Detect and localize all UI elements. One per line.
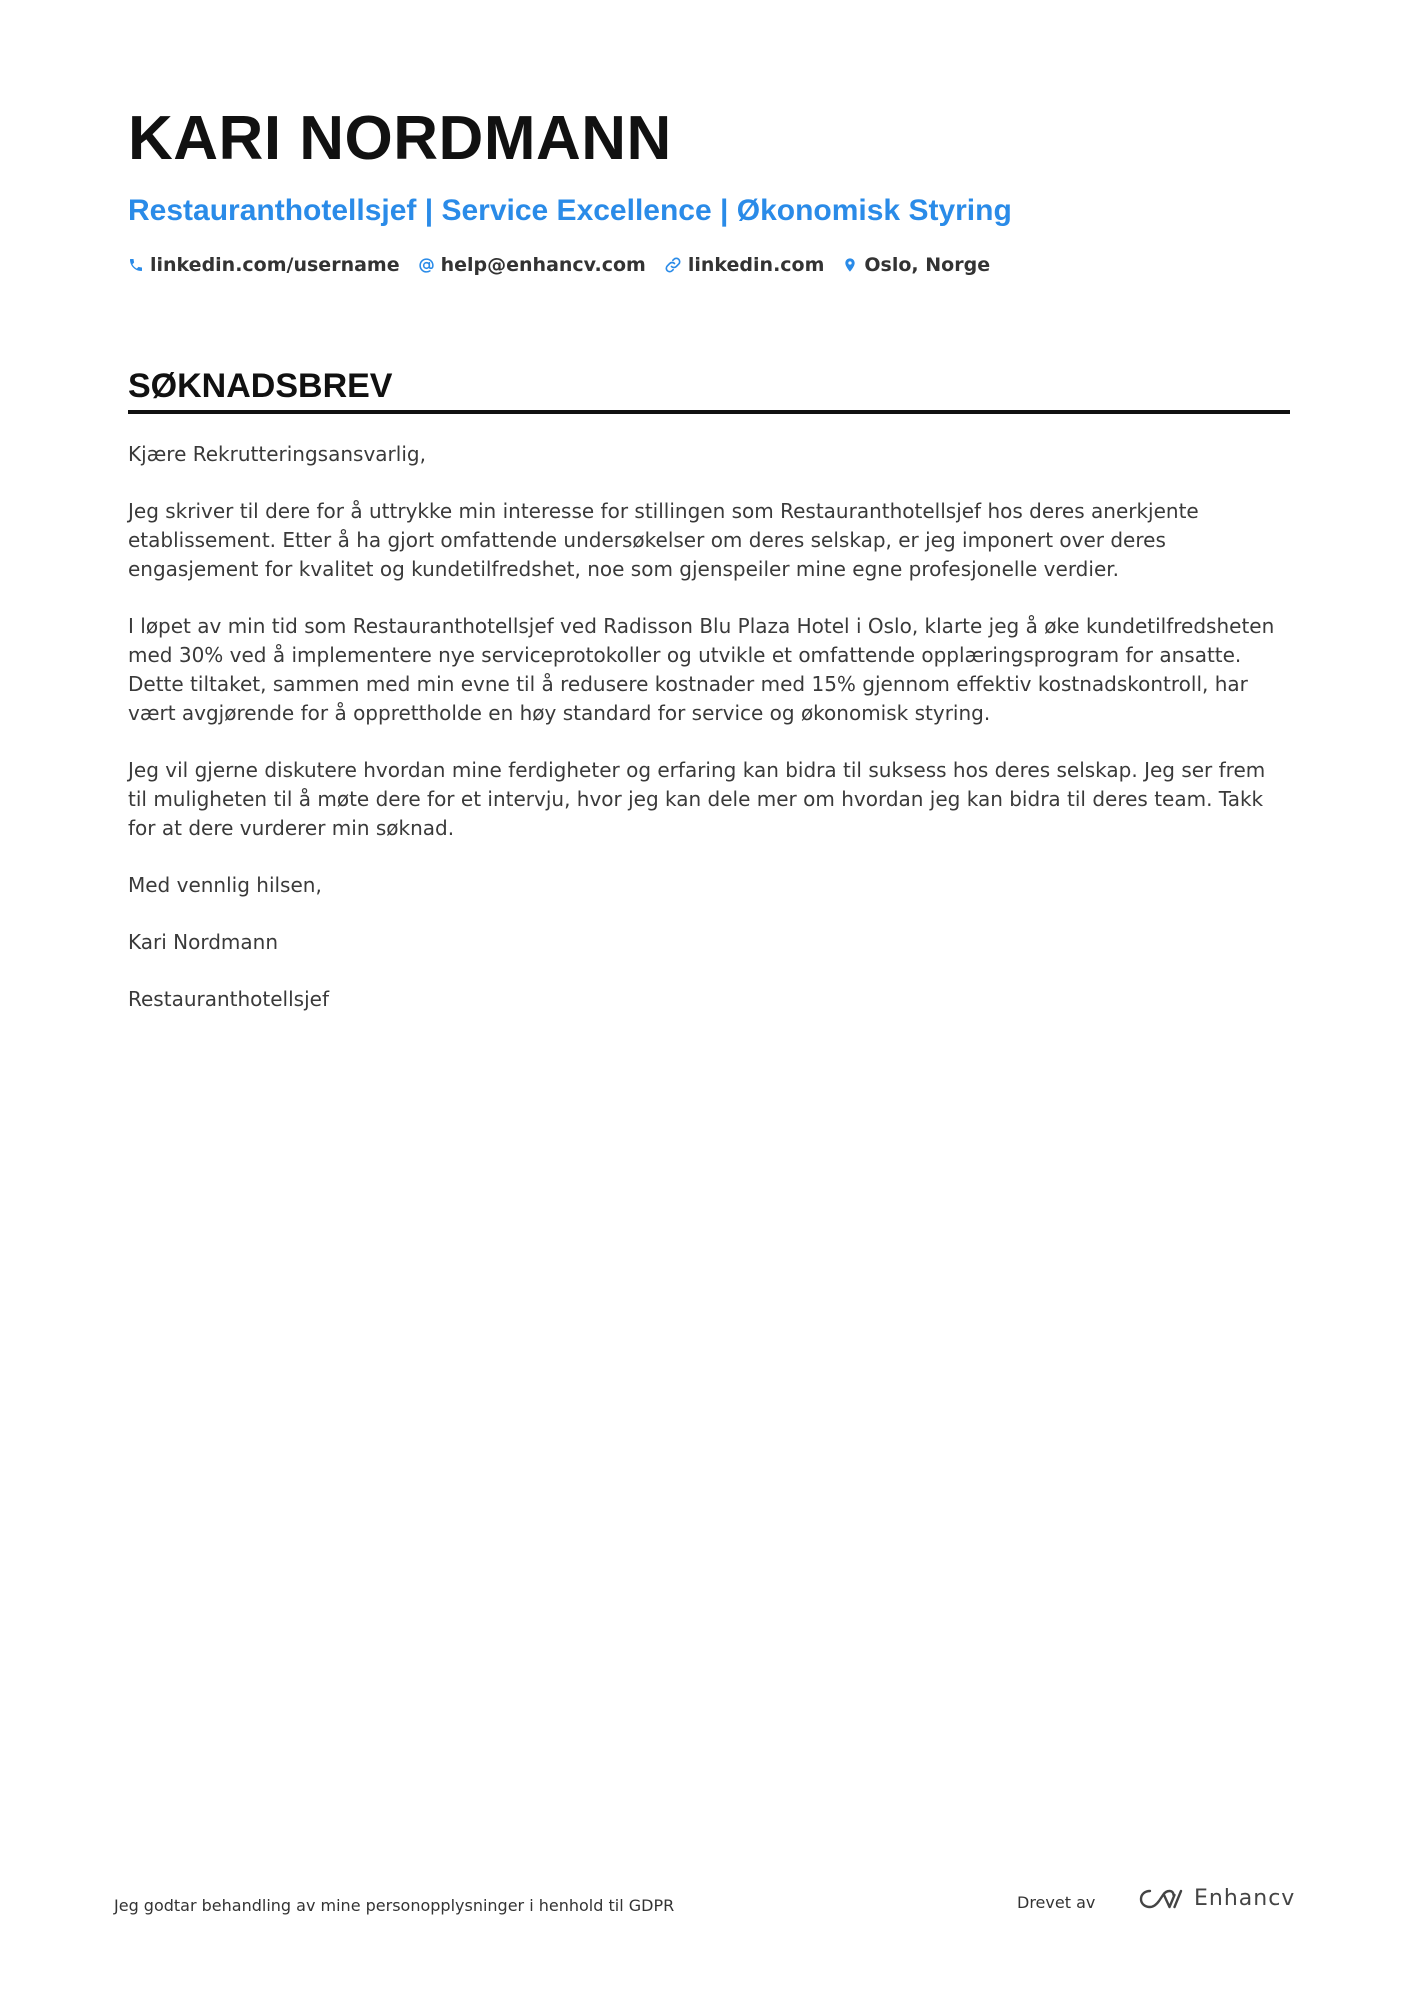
letter-paragraph: I løpet av min tid som Restauranthotellsjef ved Radisson Blu Plaza Hotel i Oslo, klarte jeg å øke kundetilfredsheten med 30% ved å implementere nye serviceprotokoller og utvikle et omfattende opplæringsprogram for ansatte. Dette tiltaket, sammen med min evne til å redusere kostnader med 15% gjennom effektiv kostnadskontroll, har vært avgjørende for å opprettholde en høy standard for service og økonomisk styring. — [128, 614, 1275, 725]
section-title: SØKNADSBREV — [128, 367, 393, 405]
signature-name: Kari Nordmann — [128, 930, 279, 954]
contact-email[interactable] — [418, 254, 646, 276]
letter-paragraph: Jeg vil gjerne diskutere hvordan mine ferdigheter og erfaring kan bidra til suksess hos deres selskap. Jeg ser frem til muligheten til å møte dere for et intervju, hvor jeg kan dele mer om hvordan jeg kan bidra til deres team. Takk for at dere vurderer min søknad. — [128, 758, 1266, 840]
contact-email-text: help@enhancv.com — [440, 254, 646, 276]
enhancv-brand-name: Enhancv — [1194, 1886, 1296, 1911]
contact-location-text: Oslo, Norge — [864, 254, 991, 276]
at-icon — [418, 257, 435, 274]
contact-bar — [128, 254, 990, 276]
signature-title: Restauranthotellsjef — [128, 987, 329, 1011]
link-icon — [664, 256, 682, 274]
contact-link-text: linkedin.com — [687, 254, 825, 276]
letter-body — [128, 440, 1290, 1042]
letter-greeting: Kjære Rekrutteringsansvarlig, — [128, 442, 426, 466]
section-divider — [128, 410, 1290, 414]
candidate-headline: Restauranthotellsjef | Service Excellence | Økonomisk Styring — [128, 194, 1012, 227]
gdpr-consent-text: Jeg godtar behandling av mine personopplysninger i henhold til GDPR — [114, 1896, 675, 1915]
contact-phone[interactable] — [128, 254, 400, 276]
contact-phone-text: linkedin.com/username — [150, 254, 400, 276]
phone-icon — [128, 257, 144, 273]
letter-paragraph: Jeg skriver til dere for å uttrykke min interesse for stillingen som Restauranthotellsjef hos deres anerkjente etablissement. Etter å ha gjort omfattende undersøkelser om deres selskap, er jeg imponert over deres engasjement for kvalitet og kundetilfredshet, noe som gjenspeiler mine egne profesjonelle verdier. — [128, 499, 1199, 581]
contact-location — [842, 254, 990, 276]
enhancv-logo[interactable] — [1138, 1886, 1295, 1911]
letter-closing: Med vennlig hilsen, — [128, 873, 322, 897]
powered-by-label: Drevet av — [1017, 1893, 1096, 1912]
candidate-name: KARI NORDMANN — [128, 104, 672, 173]
location-pin-icon — [842, 256, 858, 274]
enhancv-logo-icon — [1138, 1887, 1184, 1911]
contact-link[interactable] — [664, 254, 825, 276]
